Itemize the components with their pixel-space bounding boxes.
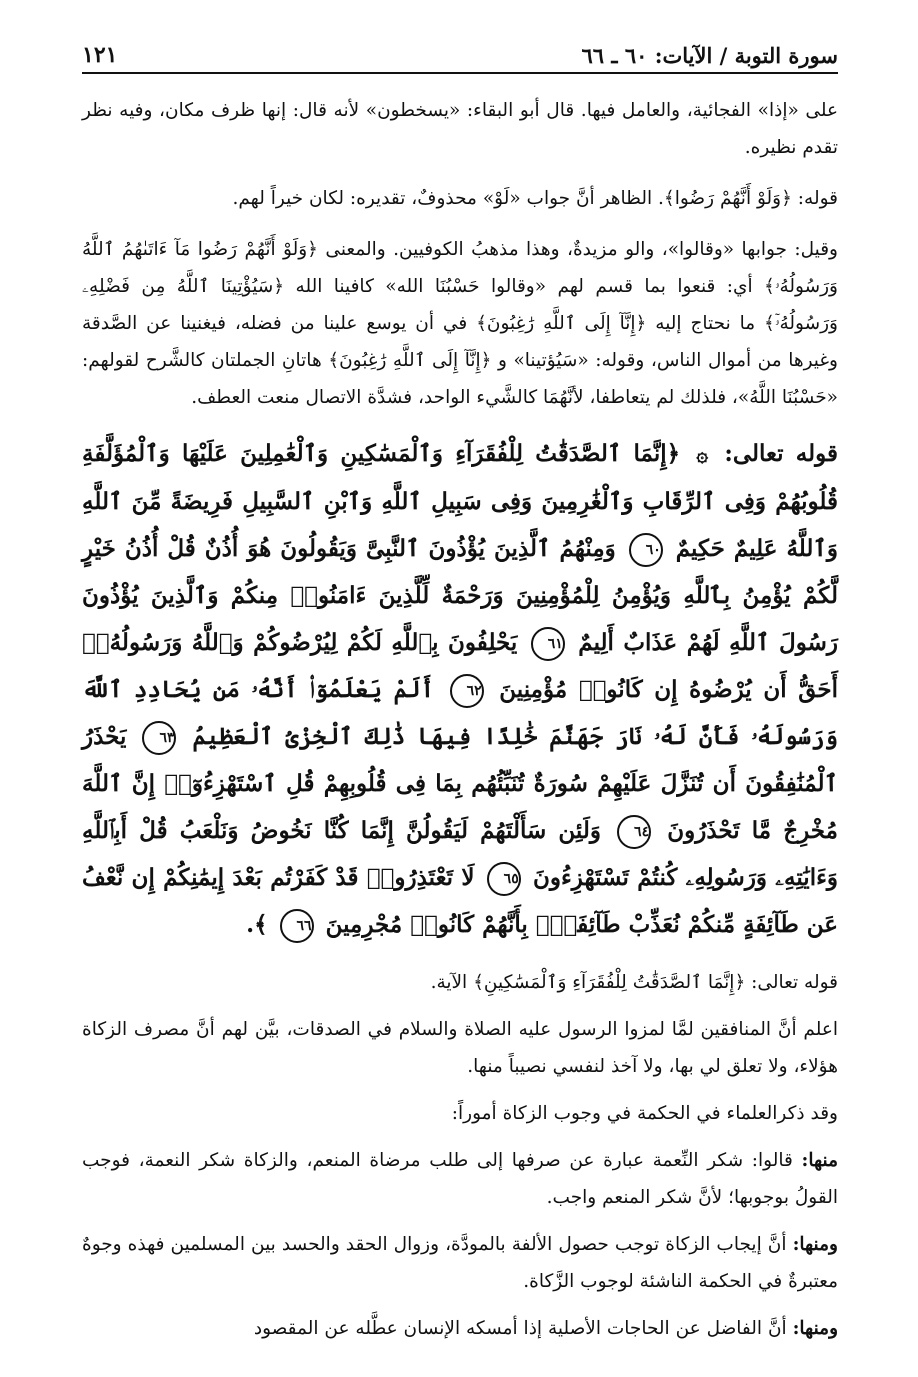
quran-verse-66: لَا تَعْتَذِرُوا۟ قَدْ كَفَرْتُم بَعْدَ إِيمَٰنِكُمْ إِن نَّعْفُ عَن طَآئِفَةٍ مِّنكُمْ نُعَذِّبْ طَآئِفَةًۢ بِأَنَّهُمْ كَانُوا۟ مُجْرِمِينَ [82,864,838,938]
quran-intro: قوله تعالى: [724,440,838,467]
paragraph-1: على «إذا» الفجائية، والعامل فيها. قال أبو البقاء: «يسخطون» لأنه قال: إنها ظرف مكان، وفيه نظر تقدم نظيره. [82,100,838,158]
quran-verse-62: يَحْلِفُونَ بِٱللَّهِ لَكُمْ لِيُرْضُوكُمْ وَٱللَّهُ وَرَسُولُهُۥٓ أَحَقُّ أَن يُرْضُوهُ إِن كَانُوا۟ مُؤْمِنِينَ [82,629,838,703]
ayah-number-66: ٦٦ [280,909,314,943]
paragraph-4: قوله تعالى: ﴿إِنَّمَا ٱلصَّدَقَٰتُ لِلْفُقَرَآءِ وَٱلْمَسَٰكِينِ﴾ الآية. [430,972,838,993]
quran-close: ﴾. [246,911,268,938]
paragraph-3: وقيل: جوابها «وقالوا»، والو مزيدةٌ، وهذا مذهبُ الكوفيين. والمعنى ﴿وَلَوْ أَنَّهُمْ رَضُوا مَآ ءَاتَىٰهُمُ ٱللَّهُ وَرَسُولُهُۥ﴾ أي: قنعوا بما قسم لهم «وقالوا حَسْبُنَا الله» كافينا الله ﴿سَيُؤْتِينَا ٱللَّهُ مِن فَضْلِهِۦ وَرَسُولُهُۥٓ﴾ ما نحتاج إليه ﴿إِنَّآ إِلَى ٱللَّهِ رَٰغِبُونَ﴾ في أن يوسع علينا من فضله، فيغنينا عن الصَّدقة وغيرها من أموال الناس، وقوله: «سَيُؤتينا» و ﴿إِنَّآ إِلَى ٱللَّهِ رَٰغِبُونَ﴾ هاتانِ الجملتان كالشَّرح لقولهم: «حَسْبُنَا اللَّهُ»، فلذلك لم يتعاطفا، لأنَّهُمَا كالشَّيء الواحد، فشدَّة الاتصال منعت العطف. [82,239,838,408]
quran-verse-63: أَلَمْ يَعْلَمُوٓا۟ أَنَّهُۥ مَن يُحَادِدِ ٱللَّهَ وَرَسُولَهُۥ فَأَنَّ لَهُۥ نَارَ جَهَنَّمَ خَٰلِدًا فِيهَا ذَٰلِكَ ٱلْخِزْىُ ٱلْعَظِيمُ [82,676,838,750]
quran-verse-65: وَلَئِن سَأَلْتَهُمْ لَيَقُولُنَّ إِنَّمَا كُنَّا نَخُوضُ وَنَلْعَبُ قُلْ أَبِٱللَّهِ وَءَايَٰتِهِۦ وَرَسُولِهِۦ كُنتُمْ تَسْتَهْزِءُونَ [82,817,839,891]
quran-verse-64: يَحْذَرُ ٱلْمُنَٰفِقُونَ أَن تُنَزَّلَ عَلَيْهِمْ سُورَةٌ تُنَبِّئُهُم بِمَا فِى قُلُوبِهِمْ قُلِ ٱسْتَهْزِءُوٓا۟ إِنَّ ٱللَّهَ مُخْرِجٌ مَّا تَحْذَرُونَ [82,723,838,844]
ayah-number-62: ٦٢ [450,674,484,708]
quran-verses-block [82,430,838,948]
page-header [82,34,838,74]
surah-header-title: سورة التوبة / الآيات: ٦٠ ـ ٦٦ [581,43,838,68]
paragraph-9-text: أنَّ الفاضل عن الحاجات الأصلية إذا أمسكه الإنسان عطَّله عن المقصود [253,1318,787,1339]
paragraph-8 [82,1226,838,1300]
paragraph-2: قوله: ﴿وَلَوْ أَنَّهُمْ رَضُوا﴾. الظاهر أنَّ جواب «لَوْ» محذوفٌ، تقديره: لكان خيراً لهم. [232,188,838,209]
page-content [82,92,838,1347]
paragraph-8-text: أنَّ إيجاب الزكاة توجب حصول الألفة بالمودَّة، وزوال الحقد والحسد بين المسلمين فهذه وجوهٌ معتبرةٌ في الحكمة الناشئة لوجوب الزَّكاة. [82,1234,838,1292]
paragraph-9-lead: ومنها: [792,1318,838,1339]
page-number: ١٢١ [82,42,118,68]
paragraph-9 [82,1310,838,1347]
paragraph-6: وقد ذكرالعلماء في الحكمة في وجوب الزكاة أموراً: [451,1103,838,1124]
paragraph-8-lead: ومنها: [792,1234,838,1255]
paragraph-5: اعلم أنَّ المنافقين لمَّا لمزوا الرسول عليه الصلاة والسلام في الصدقات، بيَّن لهم أنَّ مصرف الزكاة هؤلاء، ولا تعلق لي بها، ولا آخذ لنفسي نصيباً منها. [82,1019,838,1077]
ayah-number-65: ٦٥ [487,862,521,896]
quran-verse-61: وَمِنْهُمُ ٱلَّذِينَ يُؤْذُونَ ٱلنَّبِىَّ وَيَقُولُونَ هُوَ أُذُنٌ قُلْ أُذُنُ خَيْرٍ لَّكُمْ يُؤْمِنُ بِٱللَّهِ وَيُؤْمِنُ لِلْمُؤْمِنِينَ وَرَحْمَةٌ لِّلَّذِينَ ءَامَنُوا۟ مِنكُمْ وَٱلَّذِينَ يُؤْذُونَ رَسُولَ ٱللَّهِ لَهُمْ عَذَابٌ أَلِيمٌ [82,535,838,656]
paragraph-7-text: قالوا: شكر النِّعمة عبارة عن صرفها إلى طلب مرضاة المنعم، والزكاة شكر النعمة، فوجب القولُ بوجوبها؛ لأنَّ شكر المنعم واجب. [82,1150,838,1208]
paragraph-7 [82,1142,838,1216]
ayah-number-63: ٦٣ [142,721,176,755]
ayah-number-64: ٦٤ [617,815,651,849]
ayah-number-60: ٦٠ [629,533,663,567]
ayah-number-61: ٦١ [531,627,565,661]
rub-el-hizb-icon: ۞ [696,442,709,466]
quran-verse-60: ﴿إِنَّمَا ٱلصَّدَقَٰتُ لِلْفُقَرَآءِ وَٱلْمَسَٰكِينِ وَٱلْعَٰمِلِينَ عَلَيْهَا وَٱلْمُؤَلَّفَةِ قُلُوبُهُمْ وَفِى ٱلرِّقَابِ وَٱلْغَٰرِمِينَ وَفِى سَبِيلِ ٱللَّهِ وَٱبْنِ ٱلسَّبِيلِ فَرِيضَةً مِّنَ ٱللَّهِ وَٱللَّهُ عَلِيمٌ حَكِيمٌ [82,440,838,562]
paragraph-7-lead: منها: [801,1150,838,1171]
